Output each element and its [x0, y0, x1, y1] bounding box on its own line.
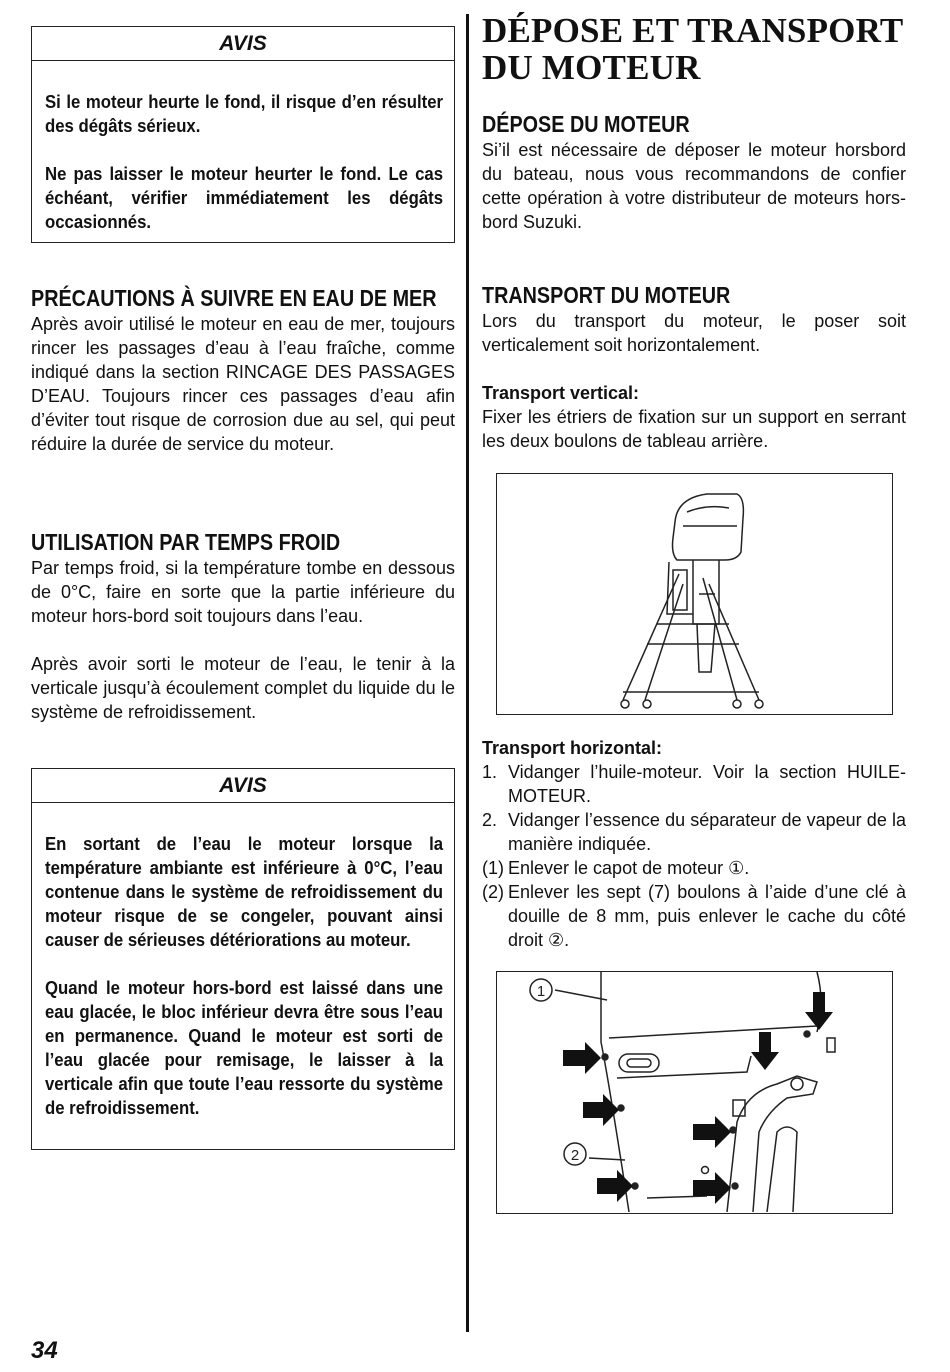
main-title-line: DU MOTEUR — [482, 48, 701, 87]
subheading: Transport horizontal: — [482, 738, 662, 758]
list-item — [482, 880, 906, 952]
list-item — [482, 808, 906, 856]
avis-text: Ne pas laisser le moteur heurter le fond. Le cas échéant, vérifier immédiatement les dégâts occasionnés. — [45, 164, 444, 232]
section-text: Si’il est nécessaire de déposer le moteur horsbord du bateau, nous vous recommandons de confier cette opération à votre distributeur de moteurs hors-bord Suzuki. — [482, 140, 906, 232]
section-text: Par temps froid, si la température tombe en dessous de 0°C, faire en sorte que la partie inférieure du moteur hors-bord soit toujours dans l’eau. — [31, 558, 455, 626]
subheading: Transport vertical: — [482, 383, 640, 403]
steps-list — [482, 760, 906, 952]
section-depose — [482, 110, 906, 234]
avis-body — [32, 803, 454, 1130]
step-text: Enlever les sept (7) boulons à l’aide d’une clé à douille de 8 mm, puis enlever le cache du côté droit ②. — [508, 882, 906, 950]
avis-box-1 — [31, 26, 455, 243]
figure-cowling-removal — [496, 971, 893, 1214]
avis-text: Si le moteur heurte le fond, il risque d’en résulter des dégâts sérieux. — [45, 92, 444, 136]
list-item — [482, 760, 906, 808]
step-text: Vidanger l’essence du séparateur de vapeur de la manière indiquée. — [508, 810, 906, 854]
section-heading: DÉPOSE DU MOTEUR — [482, 111, 690, 137]
section-text: Lors du transport du moteur, le poser soit verticalement soit horizontalement. — [482, 311, 906, 355]
avis-box-2 — [31, 768, 455, 1150]
section-heading: TRANSPORT DU MOTEUR — [482, 282, 731, 308]
section-precautions — [31, 284, 455, 456]
avis-text: En sortant de l’eau le moteur lorsque la température ambiante est inférieure à 0°C, l’eau contenue dans le système de refroidissement du moteur risque de se congeler, pouvant ainsi causer de sérieuses détériorations au moteur. — [45, 834, 444, 950]
list-item — [482, 856, 906, 880]
step-text: Vidanger l’huile-moteur. Voir la section HUILE-MOTEUR. — [508, 762, 906, 806]
step-number: (2) — [482, 882, 504, 902]
outboard-stand-illustration — [497, 474, 891, 713]
avis-title: AVIS — [32, 27, 454, 61]
section-heading: UTILISATION PAR TEMPS FROID — [31, 529, 341, 555]
avis-body — [32, 61, 454, 244]
section-froid — [31, 528, 455, 724]
section-text: Après avoir sorti le moteur de l’eau, le tenir à la verticale jusqu’à écoulement complet du liquide du le système de refroidissement. — [31, 654, 455, 722]
step-number: (1) — [482, 858, 504, 878]
section-heading: PRÉCAUTIONS À SUIVRE EN EAU DE MER — [31, 285, 437, 311]
callout-1: 1 — [536, 983, 546, 1000]
section-text: Fixer les étriers de fixation sur un support en serrant les deux boulons de tableau arrière. — [482, 407, 906, 451]
step-number: 2. — [482, 810, 498, 830]
main-title-line: DÉPOSE ET TRANSPORT — [482, 11, 904, 50]
step-number: 1. — [482, 762, 498, 782]
section-transport — [482, 281, 906, 453]
cowling-removal-illustration — [497, 972, 891, 1212]
figure-vertical-transport — [496, 473, 893, 715]
section-text: Après avoir utilisé le moteur en eau de mer, toujours rincer les passages d’eau à l’eau fraîche, comme indiqué dans la section RINCAGE DES PASSAGES D’EAU. Toujours rincer ces passages d’eau afin d’éviter tout risque de corrosion due au sel, qui peut réduire la durée de service du moteur. — [31, 314, 455, 454]
left-column — [31, 26, 455, 1118]
main-title — [482, 12, 906, 86]
right-column — [482, 11, 906, 1164]
arrow-icons — [563, 992, 833, 1204]
step-text: Enlever le capot de moteur ①. — [508, 858, 750, 878]
avis-title: AVIS — [32, 769, 454, 803]
column-divider — [466, 14, 469, 1332]
page-number: 34 — [31, 1337, 58, 1364]
avis-text: Quand le moteur hors-bord est laissé dans une eau glacée, le bloc inférieur devra être sous l’eau en permanence. Quand le moteur est sorti de l’eau glacée pour remisage, le laisser à la verticale afin que toute l’eau ressorte du système de refroidissement. — [45, 978, 444, 1118]
callout-2: 2 — [570, 1147, 580, 1164]
section-horizontal — [482, 736, 906, 952]
